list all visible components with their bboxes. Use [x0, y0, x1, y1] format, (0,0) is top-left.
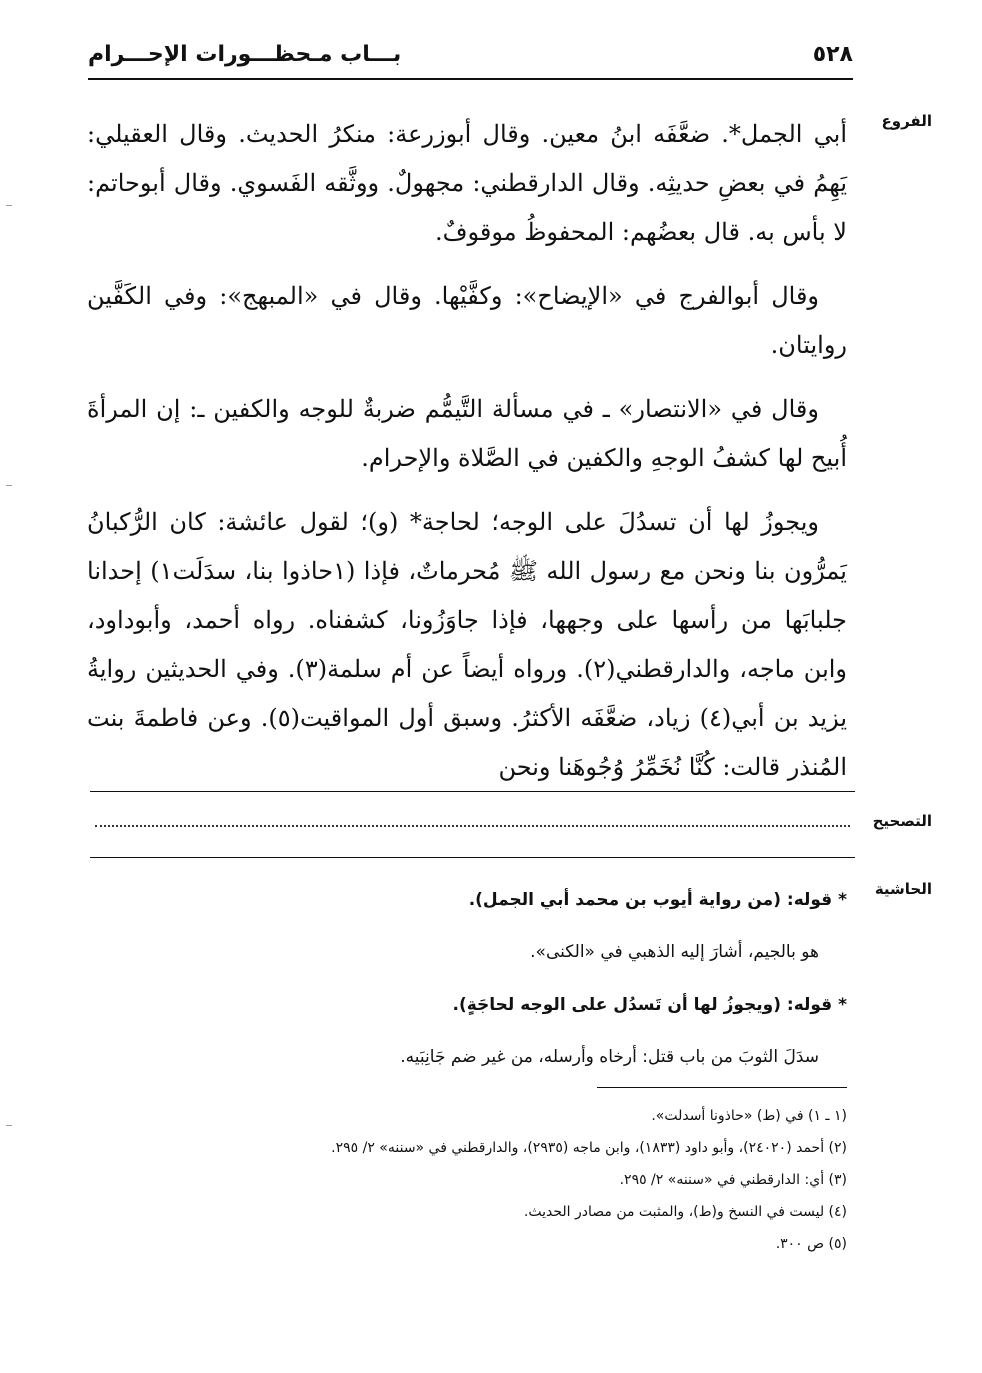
- footnote: (١ ـ ١) في (ط) «حاذونا أسدلت».: [651, 1108, 847, 1124]
- paragraph-4: ويجوزُ لها أن تسدُلَ على الوجه؛ لحاجة* (و)؛ لقول عائشة: كان الرُّكبانُ يَمرُّون بنا ونحن مع رسول الله ﷺ مُحرماتٌ، فإذا (١حاذوا بنا، سدَلَت١) إحدانا جلبابَها من رأسها على وجهها، فإذا جاوَزُونا، كشفناه. رواه أحمد، وأبوداود، وابن ماجه، والدارقطني(٢). ورواه أيضاً عن أم سلمة(٣). وفي الحديثين روايةُ يزيد بن أبي(٤) زياد، ضعَّفَه الأكثرُ. وسبق أول المواقيت(٥). وعن فاطمةَ بنت المُنذر قالت: كُنَّا نُخَمِّرُ وُجُوهَنا ونحن: [87, 508, 848, 781]
- tashih-dotted-line: [95, 825, 850, 827]
- footnote: (٤) ليست في النسخ و(ط)، والمثبت من مصادر الحديث.: [523, 1204, 847, 1220]
- running-title: بـــاب مـحظـــورات الإحـــرام: [88, 42, 402, 67]
- margin-mark: [6, 205, 12, 206]
- hashiya-entry-1: [97, 880, 847, 930]
- side-label-furu: الفروع: [881, 112, 932, 130]
- footnotes: [97, 1100, 847, 1260]
- divider-bottom: [90, 857, 855, 858]
- asterisk-marker: *: [838, 995, 847, 1015]
- margin-mark: [6, 485, 12, 486]
- paragraph-1: أبي الجمل*. ضعَّفَه ابنُ معين. وقال أبوزرعة: منكرُ الحديث. وقال العقيلي: يَهِمُ في بعضِ حديثِه. وقال الدارقطني: مجهولٌ. ووثَّقه الفَسوي. وقال أبوحاتم: لا بأس به. قال بعضُهم: المحفوظُ موقوفٌ.: [87, 120, 847, 246]
- paragraph-3: وقال في «الانتصار» ـ في مسألة التَّيمُّم ضربةٌ للوجه والكفين ـ: إن المرأةَ أُبيح لها كشفُ الوجهِ والكفين في الصَّلاة والإحرام.: [87, 395, 847, 472]
- main-text: [87, 110, 847, 807]
- margin-mark: [6, 1125, 12, 1126]
- page-number: ٥٢٨: [812, 42, 853, 67]
- footnote: (٥) ص ٣٠٠.: [775, 1236, 847, 1252]
- footnote-separator: [597, 1087, 847, 1088]
- hashiya-section: [97, 880, 847, 1090]
- divider-top: [90, 791, 855, 792]
- page-header: [88, 40, 853, 80]
- footnote: (٢) أحمد (٢٤٠٢٠)، وأبو داود (١٨٣٣)، وابن ماجه (٢٩٣٥)، والدارقطني في «سننه» ٢/ ٢٩٥.: [331, 1140, 847, 1156]
- hashiya-comment-1: هو بالجيم، أشارَ إليه الذهبي في «الكنى».: [530, 942, 819, 962]
- side-label-tashih: التصحيح: [872, 812, 932, 830]
- asterisk-marker: *: [838, 890, 847, 910]
- footnote: (٣) أي: الدارقطني في «سننه» ٢/ ٢٩٥.: [619, 1172, 847, 1188]
- side-label-hashiya: الحاشية: [874, 880, 932, 898]
- hashiya-quote-2: قوله: (ويجوزُ لها أن تَسدُل على الوجه لحاجَةٍ).: [452, 995, 833, 1015]
- hashiya-quote-1: قوله: (من رواية أيوب بن محمد أبي الجمل).: [468, 890, 833, 910]
- paragraph-2: وقال أبوالفرج في «الإيضاح»: وكفَّيْها. وقال في «المبهج»: وفي الكَفَّين روايتان.: [87, 282, 847, 359]
- hashiya-entry-2: [97, 985, 847, 1035]
- hashiya-comment-2: سدَلَ الثوبَ من باب قتل: أرخاه وأرسله، من غير ضم جَانِبَيه.: [400, 1047, 819, 1067]
